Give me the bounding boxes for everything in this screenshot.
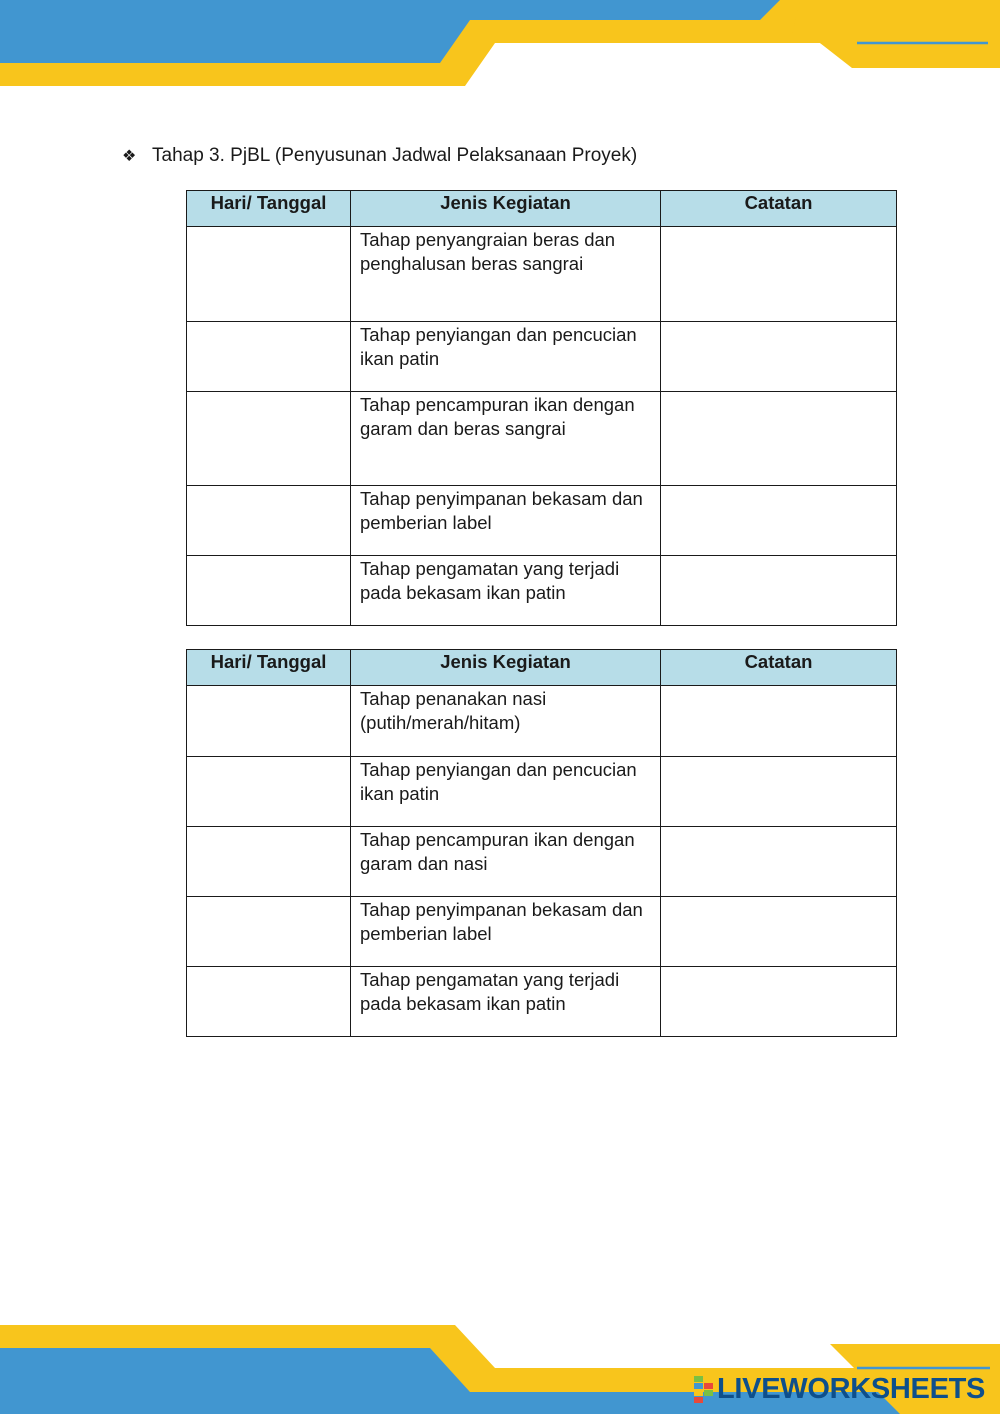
schedule-table-2	[186, 649, 897, 1037]
note-cell[interactable]	[661, 556, 897, 626]
note-cell[interactable]	[661, 827, 897, 897]
activity-cell: Tahap pengamatan yang terjadi pada bekasam ikan patin	[351, 967, 661, 1037]
table-row	[187, 897, 897, 967]
note-cell[interactable]	[661, 967, 897, 1037]
date-cell[interactable]	[187, 322, 351, 392]
diamond-bullet-icon: ❖	[122, 148, 137, 165]
header-notes: Catatan	[661, 650, 897, 686]
note-cell[interactable]	[661, 686, 897, 757]
liveworksheets-logo-text: LIVEWORKSHEETS	[717, 1373, 986, 1405]
activity-cell: Tahap penyimpanan bekasam dan pemberian label	[351, 486, 661, 556]
schedule-table-1	[186, 190, 897, 626]
date-cell[interactable]	[187, 757, 351, 827]
header-activity: Jenis Kegiatan	[351, 650, 661, 686]
activity-cell: Tahap pencampuran ikan dengan garam dan nasi	[351, 827, 661, 897]
activity-cell: Tahap penyangraian beras dan penghalusan beras sangrai	[351, 227, 661, 322]
section-heading	[122, 145, 637, 167]
date-cell[interactable]	[187, 227, 351, 322]
section-heading-text: Tahap 3. PjBL (Penyusunan Jadwal Pelaksanaan Proyek)	[152, 145, 638, 166]
date-cell[interactable]	[187, 486, 351, 556]
activity-cell: Tahap penyiangan dan pencucian ikan patin	[351, 322, 661, 392]
header-date: Hari/ Tanggal	[187, 650, 351, 686]
date-cell[interactable]	[187, 897, 351, 967]
top-banner	[0, 0, 1000, 90]
date-cell[interactable]	[187, 686, 351, 757]
table-row	[187, 757, 897, 827]
date-cell[interactable]	[187, 392, 351, 486]
note-cell[interactable]	[661, 227, 897, 322]
liveworksheets-logo[interactable]	[693, 1373, 985, 1406]
note-cell[interactable]	[661, 757, 897, 827]
date-cell[interactable]	[187, 556, 351, 626]
header-notes: Catatan	[661, 191, 897, 227]
table-row	[187, 686, 897, 757]
table-row	[187, 967, 897, 1037]
table-row	[187, 827, 897, 897]
note-cell[interactable]	[661, 392, 897, 486]
note-cell[interactable]	[661, 322, 897, 392]
activity-cell: Tahap penyimpanan bekasam dan pemberian label	[351, 897, 661, 967]
activity-cell: Tahap penyiangan dan pencucian ikan patin	[351, 757, 661, 827]
table-row	[187, 227, 897, 322]
note-cell[interactable]	[661, 486, 897, 556]
table-row	[187, 556, 897, 626]
date-cell[interactable]	[187, 967, 351, 1037]
table-row	[187, 486, 897, 556]
header-activity: Jenis Kegiatan	[351, 191, 661, 227]
liveworksheets-logo-icon	[693, 1375, 715, 1405]
table-header-row	[187, 191, 897, 227]
note-cell[interactable]	[661, 897, 897, 967]
table-header-row	[187, 650, 897, 686]
date-cell[interactable]	[187, 827, 351, 897]
header-date: Hari/ Tanggal	[187, 191, 351, 227]
activity-cell: Tahap pencampuran ikan dengan garam dan beras sangrai	[351, 392, 661, 486]
table-row	[187, 322, 897, 392]
table-row	[187, 392, 897, 486]
activity-cell: Tahap penanakan nasi (putih/merah/hitam)	[351, 686, 661, 757]
activity-cell: Tahap pengamatan yang terjadi pada bekasam ikan patin	[351, 556, 661, 626]
